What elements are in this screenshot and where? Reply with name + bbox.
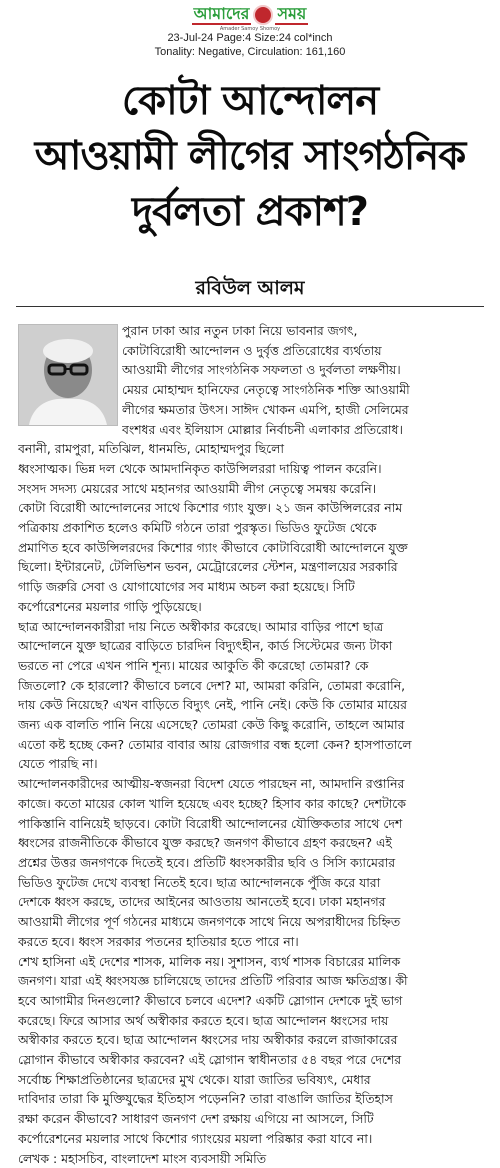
article-line: পাকিস্তানি বানিয়েই ছাড়বে। কোটা বিরোধী আন্দোলনের যৌক্তিকতার সাথে দেশ (18, 815, 403, 831)
article-line: অস্বীকার করতে হবে। ছাত্র আন্দোলন ধ্বংসের দায় অস্বীকার করলে রাজাকারের (18, 1032, 398, 1048)
article-line: আওয়ামী লীগের সাংগঠনিক সফলতা ও দুর্বলতা লক্ষণীয়। (122, 362, 401, 378)
logo-text-left: আমাদের (193, 4, 250, 23)
article-line: পুরান ঢাকা আর নতুন ঢাকা নিয়ে ভাবনার জগৎ, (122, 323, 358, 338)
newspaper-logo (192, 5, 309, 25)
headline-line-3: দুর্বলতা প্রকাশ? (132, 189, 368, 235)
logo-seal-icon (253, 5, 273, 25)
article-line: এতো কষ্ট হচ্ছে কেন? তোমার বাবার আয় রোজগার বন্ধ হলো কেন? হাসপাতালে (18, 736, 412, 752)
article-line: আন্দোলনকারীদের আত্মীয়-স্বজনরা বিদেশ যেতে পারছেন না, আমদানি রপ্তানির (18, 776, 405, 792)
article-line: লেখক : মহাসচিব, বাংলাদেশ মাংস ব্যবসায়ী সমিতি (18, 1150, 267, 1166)
article-line: দাবিদার তারা কি মুক্তিযুদ্ধের ইতিহাস পড়েননি? তারা বাঙালি জাতির ইতিহাস (18, 1091, 393, 1107)
article-line: সর্বোচ্চ শিক্ষাপ্রতিষ্ঠানের ছাত্রদের মুখ থেকে। যারা জাতির ভবিষ্যৎ, মেধার (18, 1071, 371, 1087)
clipping-meta (0, 31, 500, 59)
meta-tonality-circulation: Tonality: Negative, Circulation: 161,160 (154, 46, 346, 58)
logo-tagline: Amader Samoy Shomoy (219, 26, 281, 32)
article-line: করতে হবে। ধ্বংস সরকার পতনের হাতিয়ার হতে পারে না। (18, 933, 299, 949)
headline-line-2: আওয়ামী লীগের সাংগঠনিক (34, 133, 466, 179)
article-line: ভরতে না পেরে এখন পানি শূন্য। মায়ের আকুতি কী করেছো তোমরা? কে (18, 657, 369, 673)
meta-date-page-size: 23-Jul-24 Page:4 Size:24 col*inch (167, 32, 333, 44)
article-line: কর্পোরেশনের ময়লার গাড়ি পুড়িয়েছে। (18, 598, 202, 614)
article-line: হবে আগামীর দিনগুলো? কীভাবে চলবে এদেশ? একটি স্লোগান দেশকে দুই ভাগ (18, 992, 403, 1008)
article-line: দেশকে ধ্বংস করছে, তাদের আইনের আওতায় আনতেই হবে। ঢাকা মহানগর (18, 894, 386, 910)
article-line: যেতে পারছি না। (18, 756, 98, 772)
article-line: স্লোগান কীভাবে অস্বীকার করবেন? এই স্লোগান স্বাধীনতার ৫৪ বছর পরে দেশের (18, 1052, 402, 1068)
divider (16, 306, 484, 307)
article-line: মেয়র মোহাম্মদ হানিফের নেতৃত্বে সাংগঠনিক শক্তি আওয়ামী (122, 382, 410, 398)
article-body (18, 321, 484, 1168)
article-line: শেখ হাসিনা এই দেশের শাসক, মালিক নয়। সুশাসন, ব্যর্থ শাসক বিচারের মালিক (18, 953, 401, 969)
article-line: জিতলো? কে হারলো? কীভাবে চলবে দেশ? মা, আমরা করিনি, তোমরা করোনি, (18, 677, 406, 693)
article-line: লীগের ক্ষমতার উৎস। সাঈদ খোকন এমপি, হাজী সেলিমের (122, 401, 409, 417)
article-line: পত্রিকায় প্রকাশিত হলেও কমিটি গঠনে তারা পুরস্কৃত। ভিডিও ফুটেজ থেকে (18, 520, 377, 536)
article-line: জন্য এক বালতি পানি নিয়ে এসেছে? তোমরা কেউ কিছু করোনি, তাহলে আমার (18, 717, 405, 733)
article-line: ধ্বংসের রাজনীতিকে কীভাবে যুক্ত করছে? জনগণ কীভাবে গ্রহণ করছেন? এই (18, 835, 392, 851)
masthead (0, 4, 500, 32)
article-line: ছাত্র আন্দোলনকারীরা দায় নিতে অস্বীকার করেছে। আমার বাড়ির পাশে ছাত্র (18, 618, 384, 634)
article-line: কাজে। কতো মায়ের কোল খালি হয়েছে এবং হচ্ছে? হিসাব কার কাছে? দেশটাকে (18, 795, 406, 811)
article-line: রক্ষা করেন কীভাবে? সাধারণ জনগণ দেশ রক্ষায় এগিয়ে না আসলে, সিটি (18, 1111, 374, 1127)
article-line: আওয়ামী লীগের পূর্ণ গঠনের মাধ্যমে জনগণকে সাথে নিয়ে অপরাধীদের চিহ্নিত (18, 914, 401, 930)
article-line: প্রশ্নের উত্তর জনগণকে দিতেই হবে। প্রতিটি ধ্বংসকারীর ছবি ও সিসি ক্যামেরার (18, 854, 396, 870)
byline: রবিউল আলম (195, 277, 305, 299)
article-line: সংসদ সদস্য মেয়রের সাথে মহানগর আওয়ামী লীগ নেতৃত্বে সমন্বয় করেনি। (18, 480, 377, 496)
article-line: বনানী, রামপুরা, মতিঝিল, ধানমন্ডি, মোহাম্মদপুর ছিলো (18, 441, 284, 457)
article-line: দায় কেউ নিয়েছে? এখন বাড়িতে বিদ্যুৎ নেই, পানি নেই। কেউ কি তোমার মায়ের (18, 697, 407, 713)
article-line: ধ্বংসাত্মক। ভিন্ন দল থেকে আমদানিকৃত কাউন্সিলররা দায়িত্ব পালন করেনি। (18, 460, 382, 476)
article-line: বংশধর এবং ইলিয়াস মোল্লার নির্বাচনী এলাকার প্রতিরোধ। (122, 421, 403, 437)
article-line: জনগণ। যারা এই ধ্বংসযজ্ঞ চালিয়েছে তাদের প্রতিটি পরিবার আজ ক্ষতিগ্রস্ত। কী (18, 973, 408, 989)
article-line: আন্দোলনে যুক্ত ছাত্রের বাড়িতে চারদিন বিদ্যুৎহীন, কার্ড সিস্টেমের জন্য টাকা (18, 638, 393, 654)
headline-line-1: কোটা আন্দোলন (121, 78, 379, 124)
headline (0, 74, 500, 240)
logo-text-right: সময় (277, 4, 307, 23)
article-line: ছিলো। ইন্টারনেট, টেলিভিশন ভবন, মেট্রোরেলের স্টেশন, মন্ত্রণালয়ের সরকারি (18, 559, 398, 575)
article-line: করেছে। ফিরে আসার অর্থ অস্বীকার করতে হবে। ছাত্র আন্দোলন ধ্বংসের দায় (18, 1012, 389, 1028)
article-line: ভিডিও ফুটেজ দেখে ব্যবস্থা নিতেই হবে। ছাত্র আন্দোলনকে পুঁজি করে যারা (18, 874, 381, 890)
article-line: কর্পোরেশনের ময়লার সাথে কিশোর গ্যাংয়ের ময়লা পরিষ্কার করা যাবে না। (18, 1130, 373, 1146)
article-line: গাড়ি জরুরি সেবা ও যোগাযোগের সব মাধ্যম অচল করা হয়েছে। সিটি (18, 579, 355, 595)
article-line: কোটাবিরোধী আন্দোলন ও দুর্বৃত্ত প্রতিরোধের ব্যর্থতায় (122, 342, 382, 358)
article-line: প্রমাণিত হবে কাউন্সিলরদের কিশোর গ্যাং কীভাবে কোটাবিরোধী আন্দোলনে যুক্ত (18, 539, 408, 555)
article-line: কোটা বিরোধী আন্দোলনের সাথে কিশোর গ্যাং যুক্ত। ২১ জন কাউন্সিলরের নাম (18, 500, 403, 516)
